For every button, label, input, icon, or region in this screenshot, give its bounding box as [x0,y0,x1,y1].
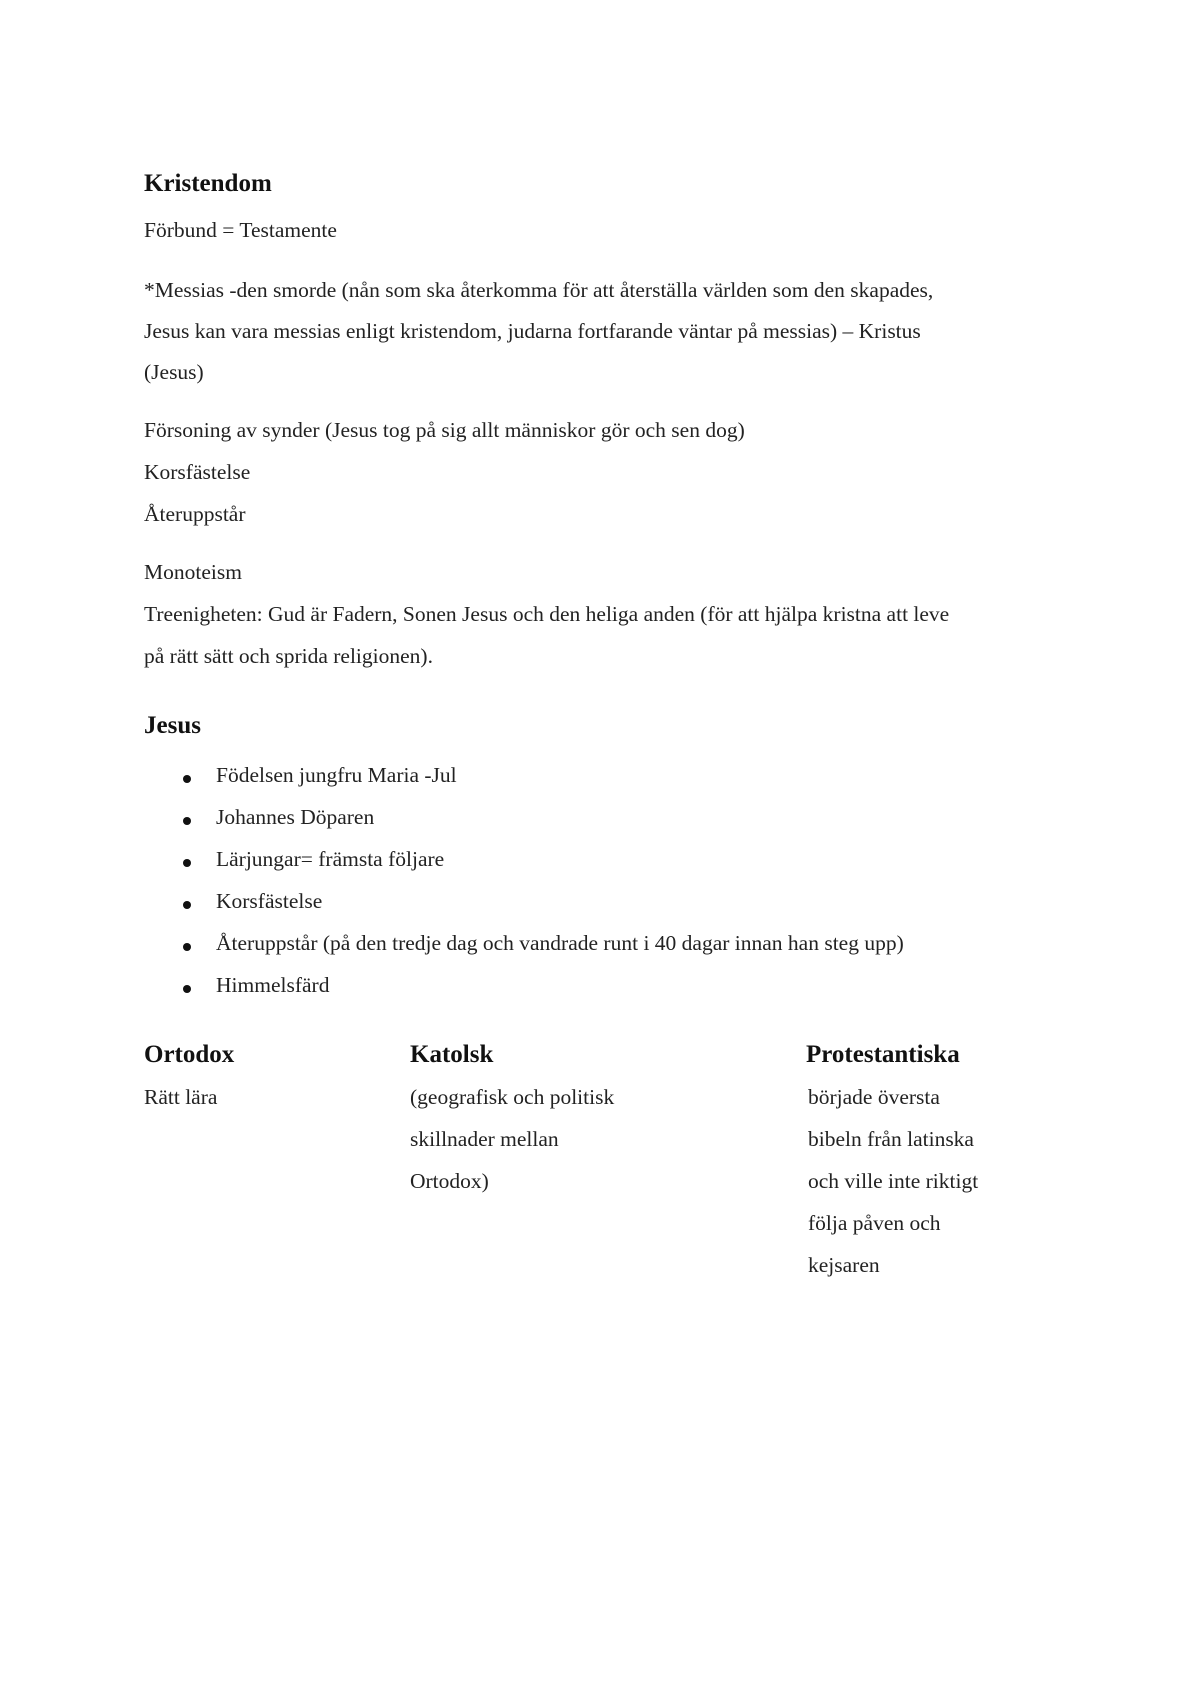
bullet-icon [183,943,191,951]
jesus-heading: Jesus [144,712,201,739]
column-line: (geografisk och politisk [410,1085,615,1109]
column-line: följa påven och [808,1211,941,1235]
list-item-text: Johannes Döparen [216,805,375,829]
bullet-icon [183,985,191,993]
column-line: skillnader mellan [410,1127,559,1151]
list-item-text: Korsfästelse [216,889,323,913]
monoteism-line-1: Monoteism [144,560,242,584]
bullet-icon [183,817,191,825]
column-heading-protestantiska: Protestantiska [806,1041,960,1068]
forsoning-line-1: Försoning av synder (Jesus tog på sig allt människor gör och sen dog) [144,418,745,442]
bullet-icon [183,901,191,909]
bullet-icon [183,859,191,867]
column-line: Rätt lära [144,1085,218,1109]
column-line: började översta [808,1085,940,1109]
column-heading-ortodox: Ortodox [144,1041,235,1068]
monoteism-line-2: Treenigheten: Gud är Fadern, Sonen Jesus och den heliga anden (för att hjälpa kristna att leve [144,602,950,626]
messias-line-2: Jesus kan vara messias enligt kristendom, judarna fortfarande väntar på messias) – Kristus [144,319,921,343]
column-heading-katolsk: Katolsk [410,1041,494,1068]
messias-line-1: *Messias -den smorde (nån som ska återkomma för att återställa världen som den skapades, [144,278,934,302]
column-line: Ortodox) [410,1169,489,1193]
bullet-icon [183,775,191,783]
column-line: kejsaren [808,1253,880,1277]
column-line: bibeln från latinska [808,1127,974,1151]
messias-line-3: (Jesus) [144,360,204,384]
list-item-text: Himmelsfärd [216,973,330,997]
forsoning-line-2: Korsfästelse [144,460,251,484]
column-line: och ville inte riktigt [808,1169,979,1193]
list-item-text: Återuppstår (på den tredje dag och vandrade runt i 40 dagar innan han steg upp) [216,931,904,955]
list-item-text: Lärjungar= främsta följare [216,847,445,871]
forsoning-line-3: Återuppstår [144,502,246,526]
intro-line-forbund: Förbund = Testamente [144,218,337,242]
list-item-text: Födelsen jungfru Maria -Jul [216,763,457,787]
monoteism-line-3: på rätt sätt och sprida religionen). [144,644,433,668]
page-title: Kristendom [144,170,272,197]
